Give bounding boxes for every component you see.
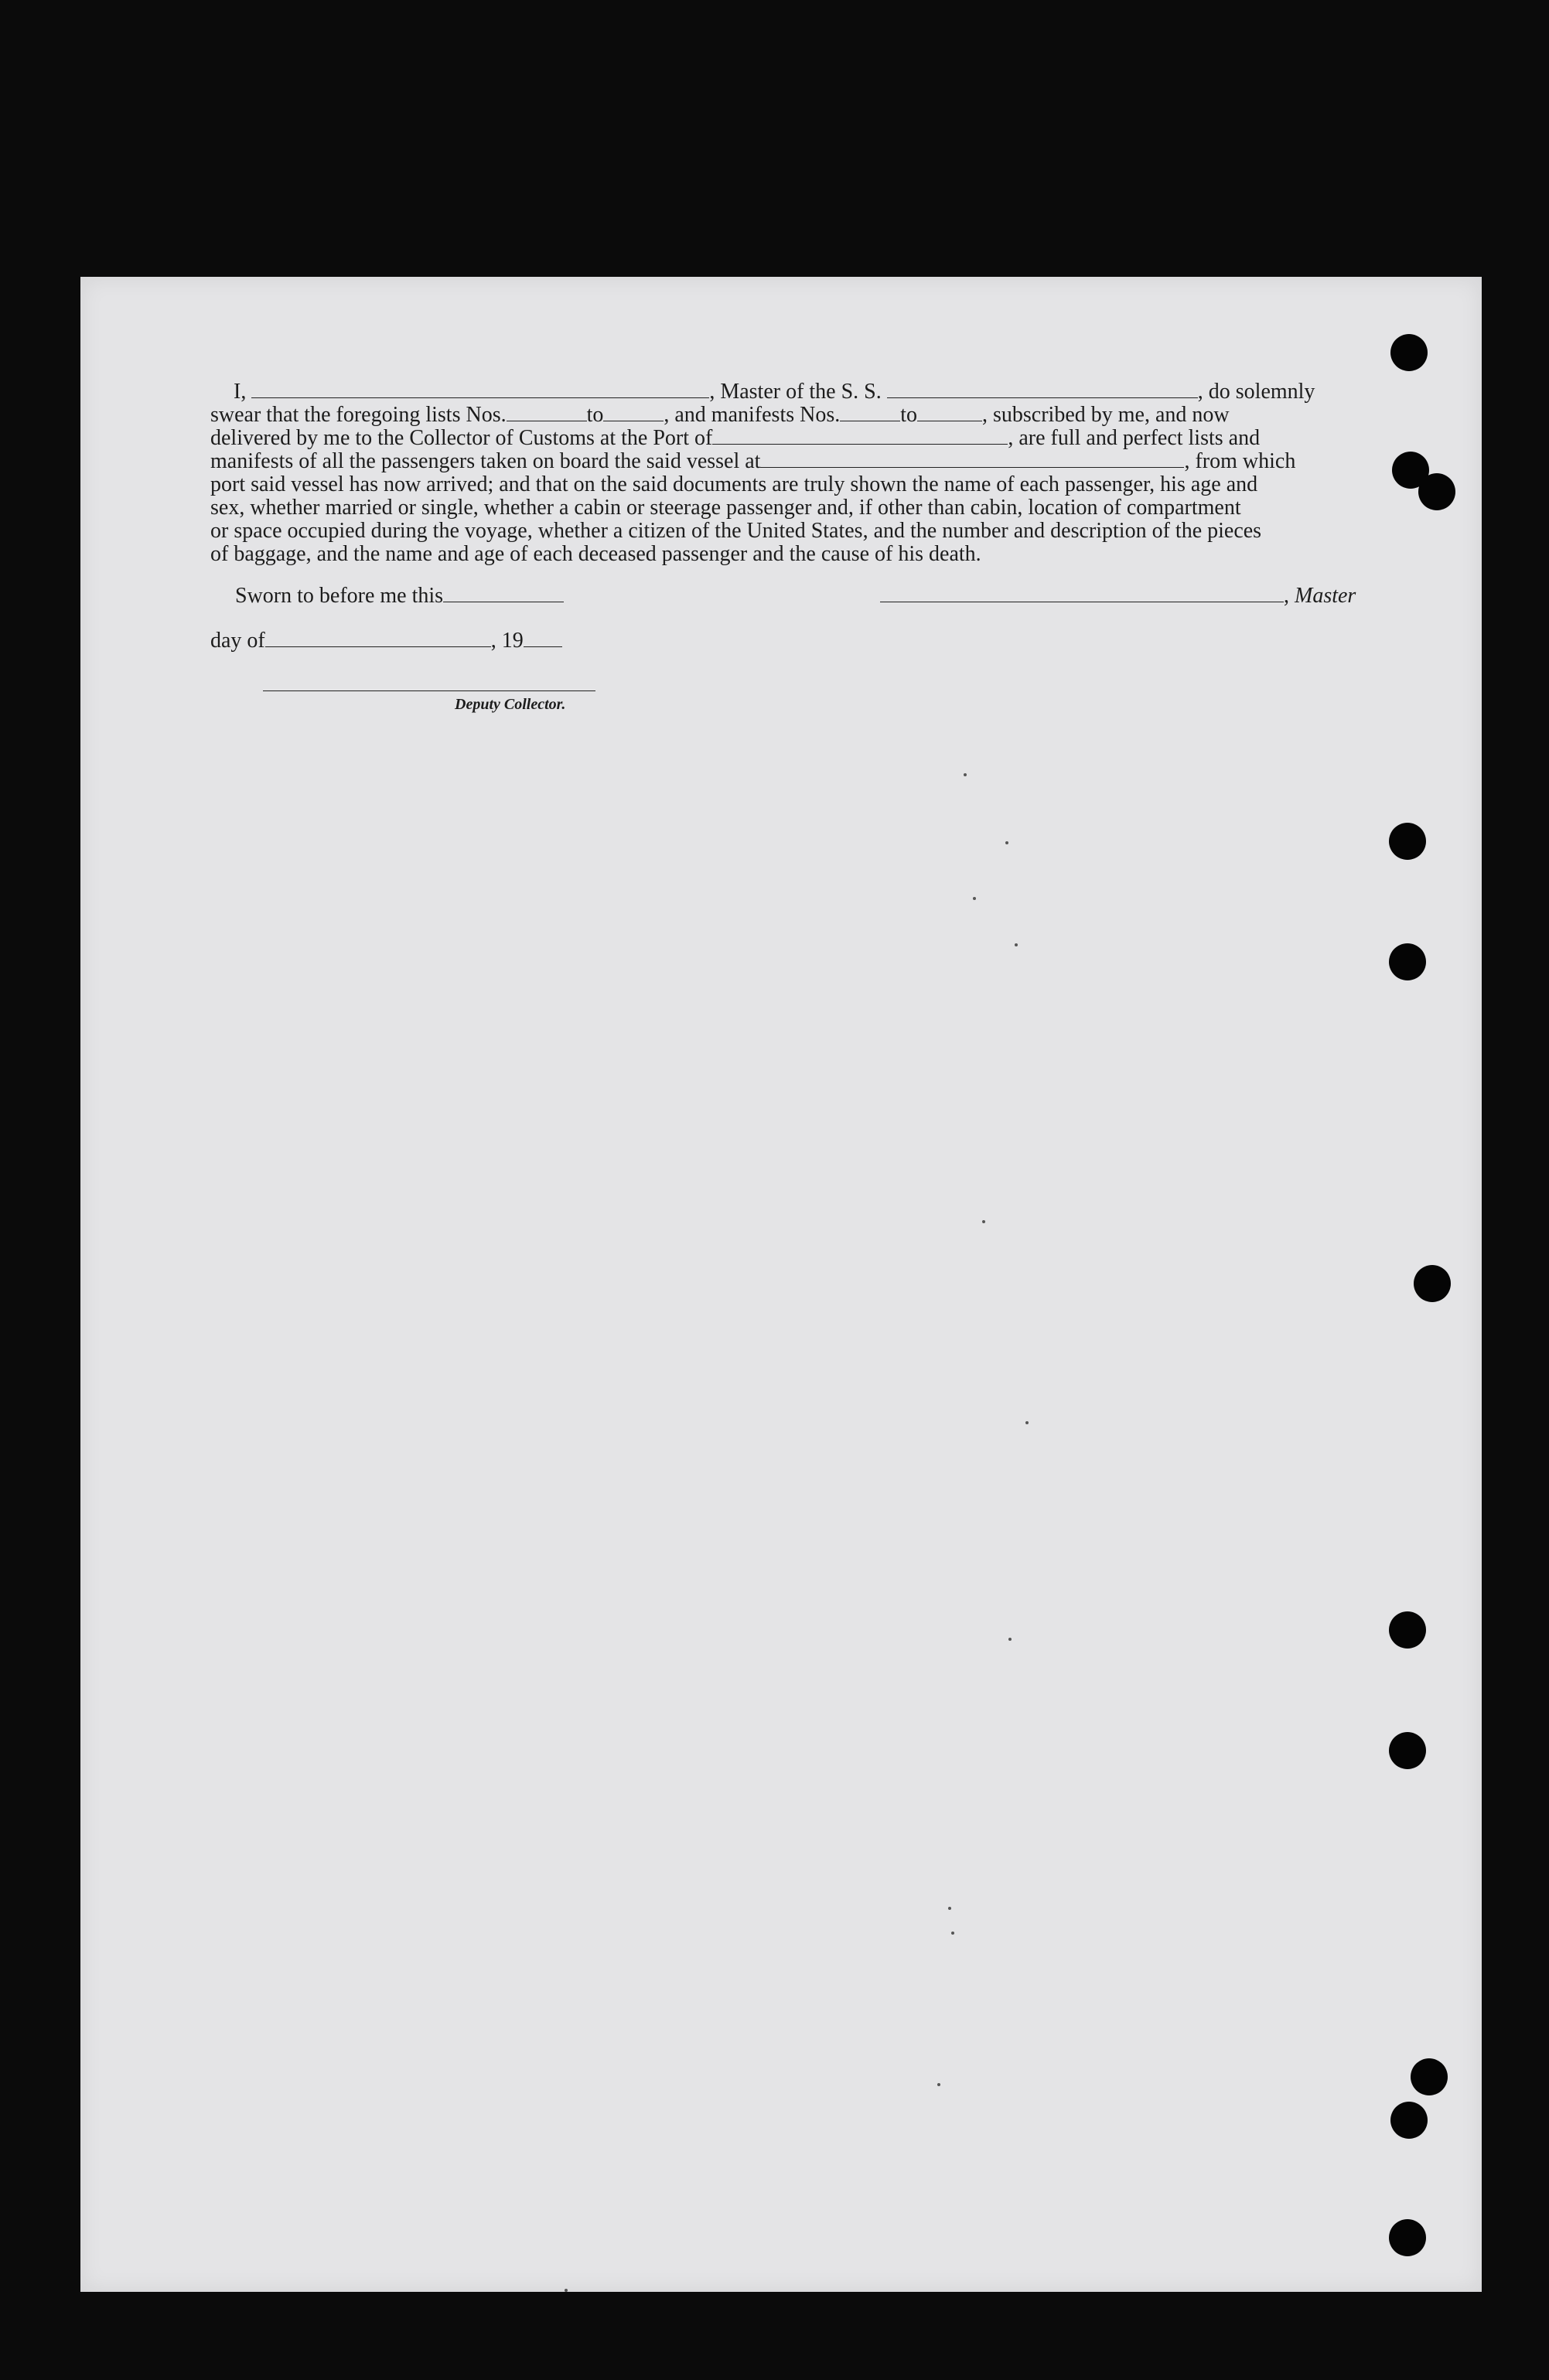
binder-hole bbox=[1389, 823, 1426, 860]
deputy-collector-label: Deputy Collector. bbox=[455, 696, 566, 713]
master-name-blank[interactable] bbox=[251, 380, 709, 398]
manifests-to-blank[interactable] bbox=[917, 404, 982, 421]
paper-speck bbox=[1005, 841, 1008, 844]
oath-line-1 bbox=[210, 380, 1373, 404]
binder-hole bbox=[1389, 1732, 1426, 1769]
paper-speck bbox=[1015, 943, 1018, 946]
paper-speck bbox=[948, 1907, 951, 1910]
binder-hole bbox=[1389, 2219, 1426, 2256]
oath-and-manifests: , and manifests Nos. bbox=[664, 403, 841, 427]
oath-to-1: to bbox=[586, 403, 604, 427]
paper-speck bbox=[973, 897, 976, 900]
binder-hole bbox=[1414, 1265, 1451, 1302]
master-label: Master bbox=[1295, 584, 1356, 608]
paper-speck bbox=[951, 1932, 954, 1935]
oath-do-solemnly: , do solemnly bbox=[1197, 380, 1315, 404]
oath-subscribed: , subscribed by me, and now bbox=[982, 403, 1230, 427]
lists-from-blank[interactable] bbox=[507, 404, 587, 421]
binder-hole bbox=[1389, 943, 1426, 980]
binder-hole bbox=[1390, 2102, 1428, 2139]
oath-from-which: , from which bbox=[1184, 449, 1296, 473]
port-blank[interactable] bbox=[712, 427, 1008, 445]
binder-hole bbox=[1411, 2058, 1448, 2095]
oath-line-3 bbox=[210, 427, 1373, 450]
deputy-collector-signature-line[interactable] bbox=[263, 690, 595, 691]
oath-to-2: to bbox=[900, 403, 918, 427]
master-signature-row bbox=[880, 584, 1356, 609]
year-prefix: , 19 bbox=[490, 629, 524, 653]
day-of-text: day of bbox=[210, 629, 265, 653]
master-signature-blank[interactable] bbox=[880, 585, 1284, 602]
month-blank[interactable] bbox=[265, 629, 491, 647]
oath-master-of-ss: , Master of the S. S. bbox=[709, 380, 882, 404]
day-row bbox=[210, 629, 562, 653]
oath-are-full: , are full and perfect lists and bbox=[1008, 426, 1261, 450]
oath-swear-lists: swear that the foregoing lists Nos. bbox=[210, 403, 507, 427]
paper-speck bbox=[937, 2083, 940, 2086]
manifests-from-blank[interactable] bbox=[840, 404, 900, 421]
binder-hole bbox=[1390, 334, 1428, 371]
oath-paragraph bbox=[210, 380, 1373, 566]
lists-to-blank[interactable] bbox=[603, 404, 664, 421]
oath-delivered: delivered by me to the Collector of Customs at the Port of bbox=[210, 426, 713, 450]
binder-hole bbox=[1418, 473, 1455, 510]
oath-line-7: or space occupied during the voyage, whether a citizen of the United States, and the number and description of the pieces bbox=[210, 519, 1262, 543]
paper-speck bbox=[565, 2289, 568, 2292]
embark-port-blank[interactable] bbox=[760, 450, 1184, 468]
sworn-day-blank[interactable] bbox=[443, 585, 564, 602]
master-comma: , bbox=[1284, 584, 1289, 608]
year-blank[interactable] bbox=[524, 629, 562, 647]
paper-speck bbox=[1025, 1421, 1029, 1424]
paper-speck bbox=[1008, 1638, 1012, 1641]
sworn-row bbox=[235, 584, 564, 609]
oath-line-2 bbox=[210, 404, 1373, 427]
oath-line-8: of baggage, and the name and age of each deceased passenger and the cause of his death. bbox=[210, 542, 981, 566]
paper-speck bbox=[964, 773, 967, 776]
document-page bbox=[80, 277, 1482, 2292]
oath-line-4 bbox=[210, 450, 1373, 473]
paper-speck bbox=[982, 1220, 985, 1223]
oath-manifests: manifests of all the passengers taken on board the said vessel at bbox=[210, 449, 761, 473]
oath-line-5: port said vessel has now arrived; and that on the said documents are truly shown the name of each passenger, his age and bbox=[210, 472, 1258, 496]
oath-line-6: sex, whether married or single, whether a cabin or steerage passenger and, if other than cabin, location of compartment bbox=[210, 496, 1241, 520]
sworn-text: Sworn to before me this bbox=[235, 584, 444, 608]
oath-i: I, bbox=[234, 380, 247, 404]
ship-name-blank[interactable] bbox=[887, 380, 1198, 398]
binder-hole bbox=[1389, 1611, 1426, 1649]
